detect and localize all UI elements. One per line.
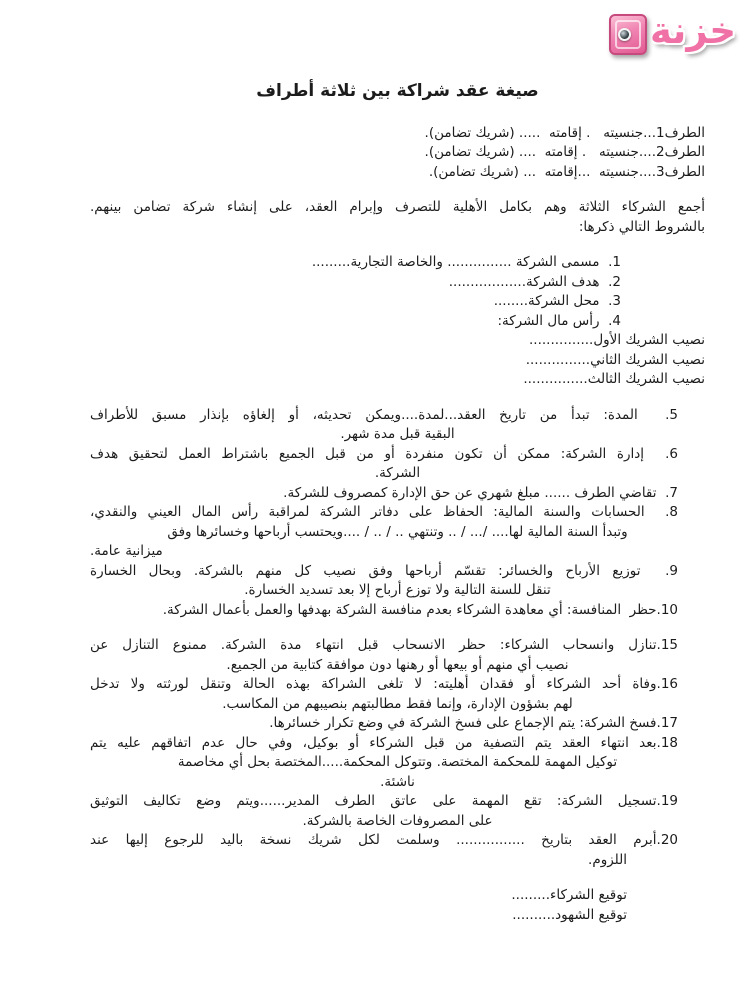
terms-items-5-10-line: 10.حظر المنافسة: أي معاهدة الشركاء بعدم منافسة الشركة بهدفها والعمل بأعمال الشركة. — [162, 601, 678, 618]
company-details-items-line: 4. رأس مال الشركة: — [497, 312, 621, 329]
terms-items-15-20-line: اللزوم. — [588, 851, 627, 868]
terms-items-5-10-line: 9. توزيع الأرباح والخسائر: تقسّم أرباحها وفق نصيب كل منهم بالشركة. وبحال الخسارة — [90, 562, 678, 579]
terms-items-15-20 — [90, 636, 705, 870]
signature-lines-line: توقيع الشهود.......... — [512, 906, 627, 923]
terms-items-15-20-line: لهم بشؤون الإدارة، وإنما فقط مطالبتهم بنصيبهم من المكاسب. — [222, 695, 573, 712]
company-details-items-line: 2. هدف الشركة.................. — [448, 273, 621, 290]
terms-items-15-20-line: على المصروفات الخاصة بالشركة. — [302, 812, 493, 829]
terms-items-5-10-line: ميزانية عامة. — [90, 543, 163, 559]
terms-items-15-20-line: 20.أبرم العقد بتاريخ ................ وسلمت لكل شريك نسخة باليد للرجوع إليها عند — [90, 832, 678, 848]
khazna-logo — [609, 6, 736, 55]
signature-lines-line: توقيع الشركاء......... — [511, 887, 627, 903]
intro-paragraph-line: أجمع الشركاء الثلاثة وهم بكامل الأهلية للتصرف وإبرام العقد، على إنشاء شركة تضامن بينهم. — [90, 199, 705, 215]
company-details-items-line: نصيب الشريك الأول............... — [528, 332, 705, 348]
terms-items-15-20-line: 15.تنازل وانسحاب الشركاء: حظر الانسحاب قبل انتهاء مدة الشركة. ممنوع التنازل عن — [90, 637, 678, 653]
terms-items-15-20-line: 17.فسخ الشركة: يتم الإجماع على فسخ الشركة في وضع تكرار خسائرها. — [269, 715, 678, 731]
document-title: صيغة عقد شراكة بين ثلاثة أطراف — [256, 81, 539, 101]
terms-items-15-20-line: 18.بعد انتهاء العقد يتم التصفية من قبل الشركاء أو بوكيل، وفي حال عدم اتفاقهم عليه يتم — [90, 734, 678, 751]
terms-items-5-10-line: وتبدأ السنة المالية لها.... /... / .. وتنتهي .. / .. / ....ويحتسب أرباحها وخسائرها وفق — [167, 523, 628, 540]
terms-items-15-20-line: نصيب أي منهم أو بيعها أو رهنها دون موافقة كتابية من الجميع. — [226, 656, 569, 673]
party-lines-line: الطرف3....جنسيته ...إقامته ... (شريك تضامن). — [428, 163, 705, 180]
terms-items-15-20-line: ناشئة. — [380, 773, 415, 790]
company-details-items-line: 1. مسمى الشركة ............... والخاصة التجارية......... — [311, 254, 621, 270]
intro-paragraph — [90, 198, 705, 237]
terms-items-5-10-line: 5. المدة: تبدأ من تاريخ العقد...لمدة....ويمكن تحديثه، أو إلغاؤه بإنذار مسبق للأطراف — [90, 406, 678, 423]
party-lines — [90, 124, 705, 183]
terms-items-15-20-line: 19.تسجيل الشركة: تقع المهمة على عاتق الطرف المدير......ويتم وضع تكاليف التوثيق — [90, 793, 678, 809]
party-lines-line: الطرف2....جنسيته . إقامته .... (شريك تضامن). — [424, 144, 705, 160]
intro-paragraph-line: بالشروط التالي ذكرها: — [578, 218, 705, 235]
terms-items-5-10-line: 7. تقاضي الطرف ...... مبلغ شهري عن حق الإدارة كمصروف للشركة. — [283, 484, 678, 501]
terms-items-15-20-line: 16.وفاة أحد الشركاء أو فقدان أهليته: لا تلغى الشراكة بهذه الحالة وتنقل لورثته ولا تدخل — [90, 676, 678, 692]
company-details-items-line: نصيب الشريك الثالث............... — [523, 371, 705, 387]
terms-items-5-10 — [90, 406, 705, 621]
safe-icon — [609, 14, 647, 55]
logo-brand-text: خزنة — [649, 9, 736, 52]
party-lines-line: الطرف1...جنسيته . إقامته ..... (شريك تضامن). — [424, 124, 705, 141]
terms-items-5-10-line: 6. إدارة الشركة: ممكن أن تكون منفردة أو من قبل الجميع باشتراط العمل لتحقيق هدف — [90, 445, 678, 462]
company-details-items-line: نصيب الشريك الثاني............... — [525, 351, 705, 368]
signature-lines — [90, 886, 705, 925]
terms-items-5-10-line: تنقل للسنة التالية ولا توزع أرباح إلا بعد تسديد الخسارة. — [244, 582, 551, 598]
document-body — [90, 124, 705, 926]
company-details-items — [90, 253, 705, 390]
terms-items-15-20-line: توكيل المهمة للمحكمة المختصة. وتتوكل المحكمة.....المختصة بحل أي مخاصمة — [177, 754, 618, 770]
terms-items-5-10-line: الشركة. — [374, 465, 421, 481]
company-details-items-line: 3. محل الشركة........ — [493, 293, 621, 309]
terms-items-5-10-line: البقية قبل مدة شهر. — [340, 426, 455, 442]
terms-items-5-10-line: 8. الحسابات والسنة المالية: الحفاظ على دفاتر الشركة لمراقبة رأس المال العيني والنقدي، — [90, 504, 678, 520]
